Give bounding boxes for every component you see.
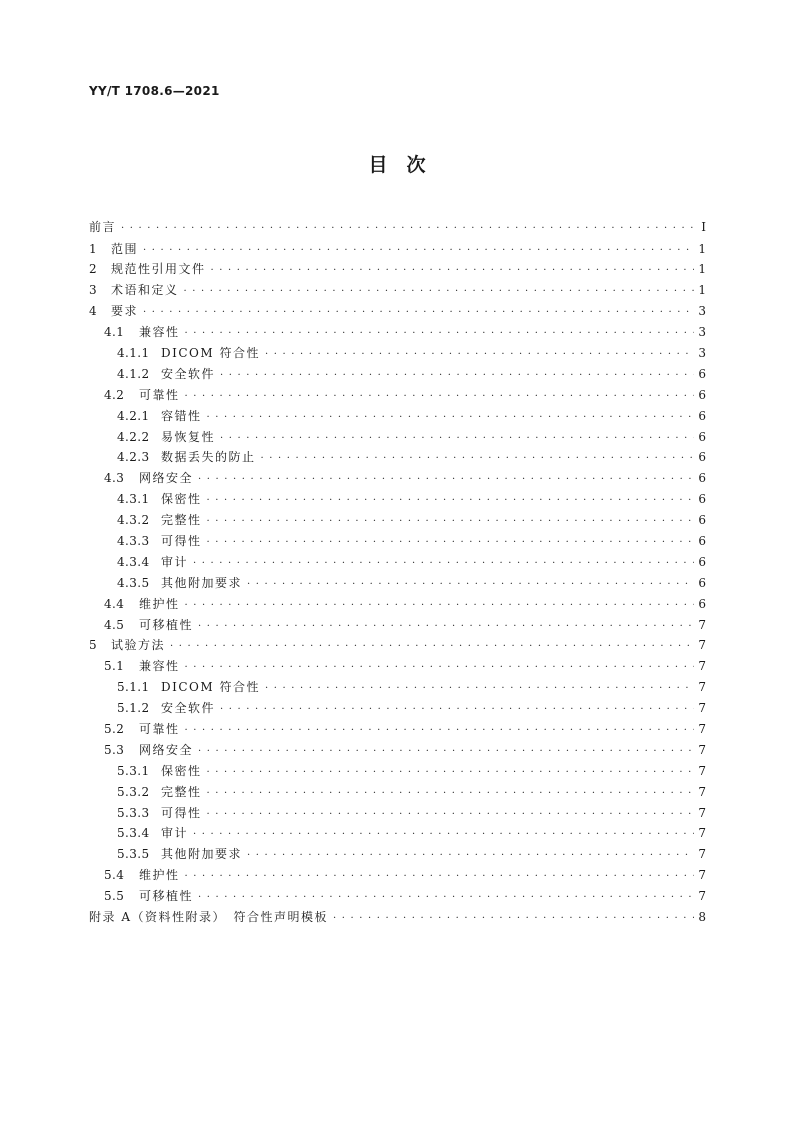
- dot-leader: [207, 533, 694, 554]
- dot-leader: [143, 241, 694, 262]
- toc-entry[interactable]: [89, 531, 706, 552]
- toc-entry[interactable]: [89, 594, 706, 615]
- dot-leader: [185, 387, 694, 408]
- toc-entry-number: 4.3.3: [117, 533, 150, 548]
- dot-leader: [198, 888, 694, 909]
- toc-entry[interactable]: [89, 782, 706, 803]
- toc-entry-number: 5.3.2: [117, 784, 150, 799]
- toc-entry-number: 4.3: [104, 471, 125, 486]
- dot-leader: [143, 303, 694, 324]
- toc-entry-label: 可移植性: [139, 617, 194, 632]
- toc-entry-page: 6: [698, 596, 706, 611]
- dot-leader: [261, 449, 694, 470]
- dot-leader: [207, 763, 694, 784]
- toc-entry[interactable]: [89, 489, 706, 510]
- toc-entry-label: 安全软件: [161, 366, 216, 381]
- dot-leader: [247, 846, 694, 867]
- toc-entry[interactable]: [89, 761, 706, 782]
- toc-entry-number: 4.4: [104, 596, 125, 611]
- toc-entry-label: 可移植性: [139, 889, 194, 904]
- toc-entry-number: 4: [89, 304, 98, 319]
- toc-entry-page: 7: [698, 680, 706, 695]
- toc-entry-page: 8: [698, 910, 706, 924]
- toc-entry-number: 5.1.2: [117, 701, 150, 716]
- toc-entry-page: 3: [698, 325, 706, 340]
- toc-entry-number: 5.1: [104, 659, 125, 674]
- dot-leader: [185, 867, 694, 888]
- toc-entry-number: 4.2.2: [117, 429, 150, 444]
- dot-leader: [247, 575, 694, 596]
- dot-leader: [265, 345, 694, 366]
- toc-entry-number: 4.3.5: [117, 575, 150, 590]
- toc-entry[interactable]: [89, 280, 706, 301]
- toc-entry-number: 5.3.5: [117, 847, 150, 862]
- dot-leader: [333, 909, 694, 930]
- toc-entry-label: 可靠性: [139, 387, 180, 402]
- toc-entry-number: 3: [89, 283, 98, 298]
- dot-leader: [185, 324, 694, 345]
- toc-entry-label: 术语和定义: [111, 283, 179, 298]
- toc-entry-page: 7: [698, 889, 706, 904]
- toc-entry[interactable]: [89, 385, 706, 406]
- toc-entry[interactable]: [89, 823, 706, 844]
- toc-entry[interactable]: [89, 427, 706, 448]
- toc-entry-label: 可靠性: [139, 721, 180, 736]
- toc-entry-page: 6: [698, 492, 706, 507]
- dot-leader: [185, 721, 694, 742]
- toc-entry-label: 容错性: [161, 408, 202, 423]
- dot-leader: [220, 429, 694, 450]
- toc-entry-label: 维护性: [139, 596, 180, 611]
- toc-entry[interactable]: [89, 803, 706, 824]
- toc-entry[interactable]: [89, 865, 706, 886]
- toc-entry-page: 6: [698, 471, 706, 486]
- dot-leader: [184, 282, 694, 303]
- toc-entry[interactable]: [89, 886, 706, 907]
- toc-entry[interactable]: [89, 698, 706, 719]
- toc-entry-label: 完整性: [161, 513, 202, 528]
- toc-entry-number: 4.2: [104, 387, 125, 402]
- toc-entry-label: 范围: [111, 241, 139, 256]
- toc-entry-number: 4.1: [104, 325, 125, 340]
- toc-entry-number: 5.3.1: [117, 763, 150, 778]
- dot-leader: [220, 366, 694, 387]
- toc-entry-label: 审计: [161, 554, 189, 569]
- dot-leader: [207, 805, 694, 826]
- toc-entry[interactable]: [89, 573, 706, 594]
- toc-entry[interactable]: [89, 656, 706, 677]
- dot-leader: [265, 679, 694, 700]
- toc-entry-page: 3: [698, 304, 706, 319]
- toc-entry[interactable]: [89, 740, 706, 761]
- dot-leader: [198, 617, 694, 638]
- toc-entry-number: 5.2: [104, 721, 125, 736]
- toc-entry-number: 4.1.1: [117, 345, 150, 360]
- toc-entry-page: 7: [698, 826, 706, 841]
- toc-entry-page: 1: [698, 241, 706, 256]
- toc-entry[interactable]: [89, 844, 706, 865]
- toc-entry[interactable]: [89, 322, 706, 343]
- toc-entry[interactable]: [89, 364, 706, 385]
- toc-entry[interactable]: [89, 907, 706, 928]
- dot-leader: [170, 637, 694, 658]
- toc-entry-label: 网络安全: [139, 471, 194, 486]
- toc-entry-page: 7: [698, 659, 706, 674]
- toc-entry-page: 6: [698, 429, 706, 444]
- toc-entry-page: 7: [698, 742, 706, 757]
- toc-entry-label: 保密性: [161, 763, 202, 778]
- toc-entry-number: 5.3: [104, 742, 125, 757]
- toc-entry-page: 6: [698, 450, 706, 465]
- toc-entry-number: 4.2.3: [117, 450, 150, 465]
- dot-leader: [121, 218, 694, 240]
- toc-entry[interactable]: [89, 719, 706, 740]
- toc-entry-number: 5.4: [104, 868, 125, 883]
- toc-entry-label: 审计: [161, 826, 189, 841]
- toc-entry-label: DICOM 符合性: [161, 345, 260, 360]
- toc-entry-number: 4.5: [104, 617, 125, 632]
- dot-leader: [207, 512, 694, 533]
- toc-entry-number: 4.1.2: [117, 366, 150, 381]
- dot-leader: [193, 825, 694, 846]
- toc-entry-page: 6: [698, 575, 706, 590]
- toc-entry-label: 维护性: [139, 868, 180, 883]
- toc-entry-label: 附录 A（资料性附录） 符合性声明模板: [89, 910, 328, 924]
- toc-entry[interactable]: [89, 301, 706, 322]
- toc-entry-page: 1: [698, 262, 706, 277]
- toc-entry-label: 试验方法: [111, 638, 166, 653]
- toc-entry[interactable]: [89, 510, 706, 531]
- toc-entry[interactable]: [89, 343, 706, 364]
- toc-entry-label: 数据丢失的防止: [161, 450, 256, 465]
- toc-entry-label: 规范性引用文件: [111, 262, 206, 277]
- toc-entry-page: 7: [698, 784, 706, 799]
- toc-entry-label: 安全软件: [161, 701, 216, 716]
- dot-leader: [198, 470, 694, 491]
- toc-entry-page: 7: [698, 763, 706, 778]
- toc-entry-page: 7: [698, 617, 706, 632]
- toc-entry-page: 6: [698, 387, 706, 402]
- toc-entry-page: 7: [698, 701, 706, 716]
- toc-entry-number: 1: [89, 241, 98, 256]
- toc-entry-label: 其他附加要求: [161, 575, 243, 590]
- toc-entry-page: 6: [698, 554, 706, 569]
- dot-leader: [198, 742, 694, 763]
- toc-entry-number: 5.3.3: [117, 805, 150, 820]
- toc-entry-label: 可得性: [161, 533, 202, 548]
- dot-leader: [207, 491, 694, 512]
- dot-leader: [207, 784, 694, 805]
- toc-entry[interactable]: [89, 406, 706, 427]
- toc-entry-number: 2: [89, 262, 98, 277]
- toc-entry-page: 7: [698, 638, 706, 653]
- toc-entry-page: 6: [698, 366, 706, 381]
- toc-entry-page: 1: [698, 283, 706, 298]
- toc-entry-label: 前言: [89, 220, 117, 234]
- toc-entry-label: 网络安全: [139, 742, 194, 757]
- toc-entry-label: DICOM 符合性: [161, 680, 260, 695]
- toc-entry-label: 兼容性: [139, 325, 180, 340]
- toc-entry-label: 可得性: [161, 805, 202, 820]
- toc-entry-label: 兼容性: [139, 659, 180, 674]
- toc-entry-label: 其他附加要求: [161, 847, 243, 862]
- toc-entry-page: 7: [698, 868, 706, 883]
- toc-entry[interactable]: [89, 677, 706, 698]
- toc-entry-label: 完整性: [161, 784, 202, 799]
- toc-entry-page: 6: [698, 533, 706, 548]
- dot-leader: [193, 554, 694, 575]
- toc-entry-page: 3: [698, 345, 706, 360]
- toc-entry-page: 6: [698, 513, 706, 528]
- page-title: 目 次: [368, 154, 426, 176]
- toc-entry-page: 7: [698, 847, 706, 862]
- toc-entry[interactable]: [89, 259, 706, 280]
- dot-leader: [207, 408, 694, 429]
- toc-entry[interactable]: [89, 217, 706, 239]
- toc-entry[interactable]: [89, 635, 706, 656]
- toc-entry-number: 5: [89, 638, 98, 653]
- toc-entry-number: 4.3.1: [117, 492, 150, 507]
- toc-entry-number: 5.1.1: [117, 680, 150, 695]
- toc-entry-number: 4.2.1: [117, 408, 150, 423]
- toc-entry-page: Ⅰ: [701, 220, 706, 234]
- toc-entry-number: 4.3.2: [117, 513, 150, 528]
- toc-entry-number: 5.3.4: [117, 826, 150, 841]
- toc-entry-label: 易恢复性: [161, 429, 216, 444]
- toc-entry-page: 7: [698, 805, 706, 820]
- toc-entry-page: 7: [698, 721, 706, 736]
- toc-entry-number: 5.5: [104, 889, 125, 904]
- table-of-contents: [89, 217, 706, 928]
- dot-leader: [220, 700, 694, 721]
- toc-entry[interactable]: [89, 447, 706, 468]
- dot-leader: [185, 658, 694, 679]
- toc-entry-label: 要求: [111, 304, 139, 319]
- toc-entry-page: 6: [698, 408, 706, 423]
- toc-entry[interactable]: [89, 615, 706, 636]
- toc-entry-label: 保密性: [161, 492, 202, 507]
- toc-entry[interactable]: [89, 468, 706, 489]
- toc-entry[interactable]: [89, 239, 706, 260]
- standard-code: YY/T 1708.6—2021: [89, 84, 220, 98]
- dot-leader: [185, 596, 694, 617]
- dot-leader: [211, 261, 694, 282]
- toc-entry[interactable]: [89, 552, 706, 573]
- toc-entry-number: 4.3.4: [117, 554, 150, 569]
